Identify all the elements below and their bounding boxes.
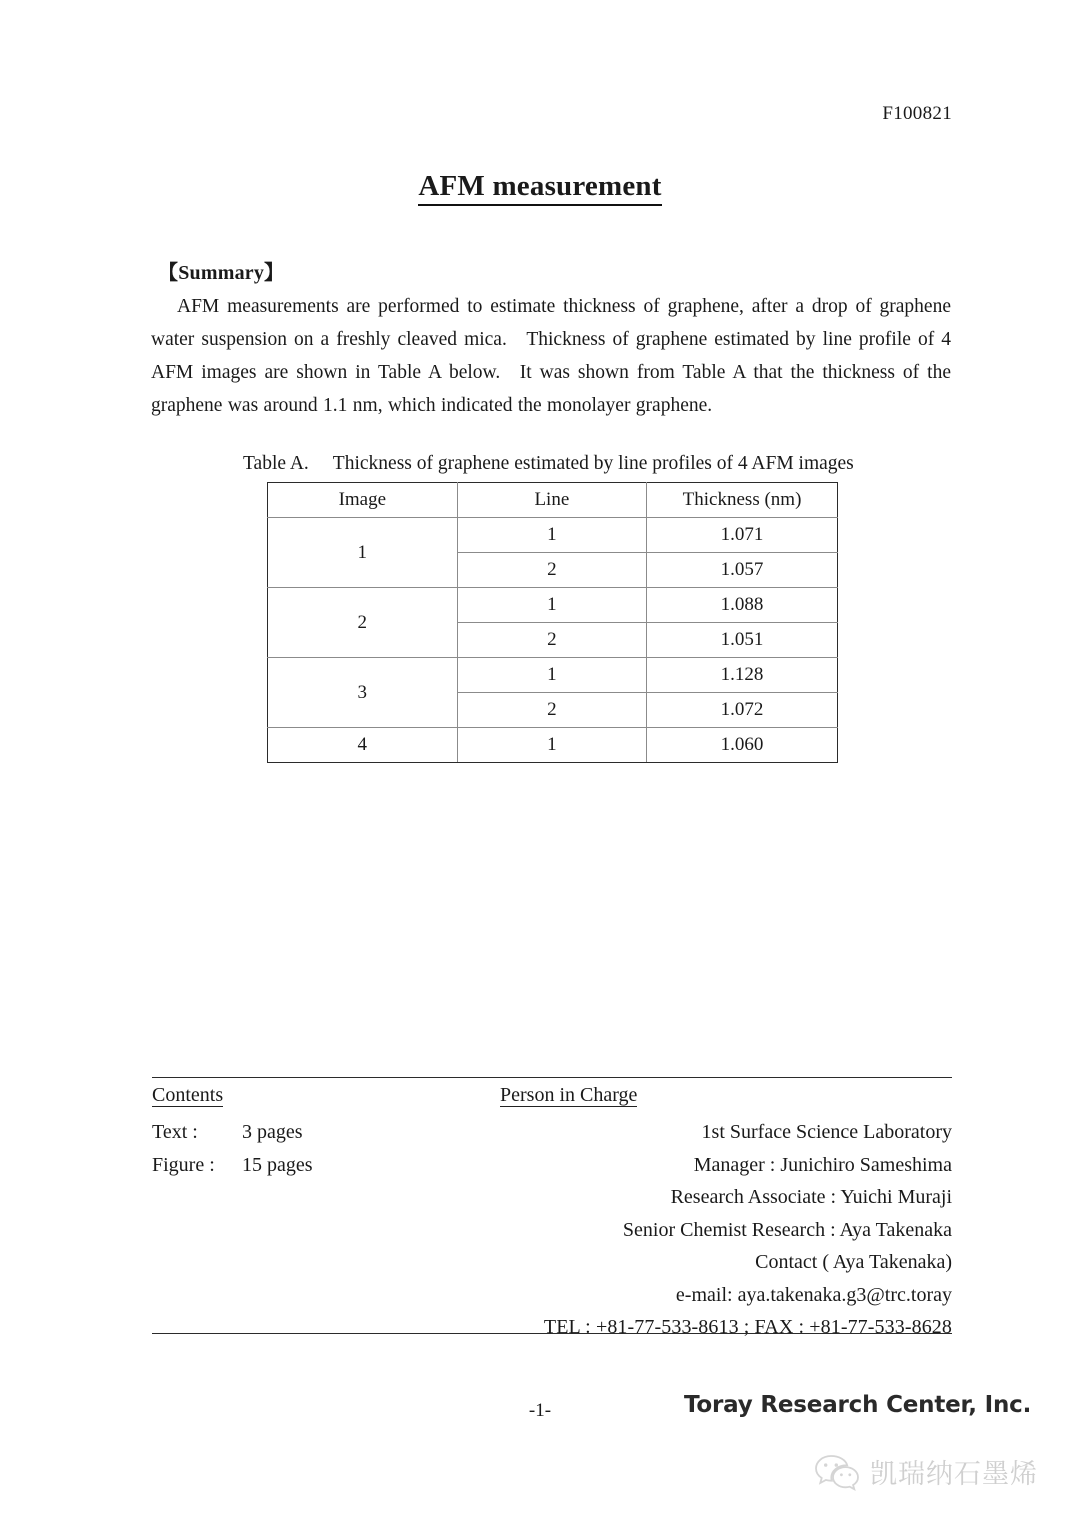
table-row — [268, 518, 838, 553]
list-item — [152, 1149, 313, 1182]
cell-thickness: 1.071 — [647, 518, 838, 553]
document-id: F100821 — [882, 103, 952, 124]
page-number: -1- — [528, 1400, 552, 1421]
column-header-line: Line — [457, 483, 646, 518]
list-item — [152, 1116, 313, 1149]
table-row — [268, 728, 838, 763]
footer-rule-top — [152, 1077, 952, 1078]
cell-image: 3 — [268, 658, 458, 728]
cell-thickness: 1.057 — [647, 553, 838, 588]
list-item: Manager : Junichiro Sameshima — [693, 1153, 952, 1176]
cell-thickness: 1.088 — [647, 588, 838, 623]
list-item: Contact ( Aya Takenaka) — [755, 1251, 952, 1273]
column-header-thickness: Thickness (nm) — [647, 483, 838, 518]
contents-heading-text: Contents — [152, 1084, 224, 1106]
cell-line: 2 — [457, 693, 646, 728]
list-item: Research Associate : Yuichi Muraji — [670, 1186, 952, 1208]
contents-key: Text : — [152, 1121, 198, 1143]
contact-email: e-mail: aya.takenaka.g3@trc.toray — [675, 1283, 952, 1306]
footer-rule-bottom — [152, 1333, 952, 1334]
summary-heading: 【Summary】 — [158, 262, 285, 284]
contents-value: 3 pages — [242, 1121, 303, 1143]
contents-list — [152, 1116, 313, 1182]
person-in-charge-list — [332, 1116, 952, 1344]
contents-value: 15 pages — [242, 1154, 313, 1176]
contact-phone: TEL : +81-77-533-8613 ; FAX : +81-77-533-8628 — [543, 1316, 952, 1338]
cell-thickness: 1.051 — [647, 623, 838, 658]
watermark-text: 凯瑞纳石墨烯 — [870, 1459, 1038, 1490]
list-item: Senior Chemist Research : Aya Takenaka — [622, 1218, 952, 1241]
company-logo: Toray Research Center, Inc. — [684, 1392, 1032, 1418]
table-caption: Table A. Thickness of graphene estimated by line profiles of 4 AFM images — [243, 453, 854, 474]
summary-paragraph: AFM measurements are performed to estimate thickness of graphene, after a drop of graphene water suspension on a freshly cleaved mica. Thickness of graphene estimated by line profile of 4 AFM images are shown in Table A below. It was shown from Table A that the thickness of the graphene was around 1.1 nm, which indicated the monolayer graphene. — [151, 296, 951, 416]
table-header-row — [268, 483, 838, 518]
cell-image: 2 — [268, 588, 458, 658]
cell-image: 4 — [268, 728, 458, 763]
cell-thickness: 1.072 — [647, 693, 838, 728]
cell-line: 1 — [457, 588, 646, 623]
cell-image: 1 — [268, 518, 458, 588]
column-header-image: Image — [268, 483, 458, 518]
contents-key: Figure : — [152, 1154, 215, 1176]
cell-line: 2 — [457, 553, 646, 588]
cell-line: 1 — [457, 728, 646, 763]
cell-line: 2 — [457, 623, 646, 658]
thickness-table — [267, 482, 838, 763]
wechat-icon — [814, 1453, 860, 1491]
cell-thickness: 1.060 — [647, 728, 838, 763]
page-title — [0, 170, 1080, 203]
cell-line: 1 — [457, 658, 646, 693]
list-item: 1st Surface Science Laboratory — [701, 1121, 952, 1143]
table-row — [268, 658, 838, 693]
page-title-text: AFM measurement — [418, 170, 661, 206]
table-row — [268, 588, 838, 623]
person-in-charge-heading — [500, 1084, 637, 1107]
watermark — [814, 1452, 1038, 1491]
person-in-charge-heading-text: Person in Charge — [500, 1084, 638, 1106]
cell-thickness: 1.128 — [647, 658, 838, 693]
cell-line: 1 — [457, 518, 646, 553]
contents-heading — [152, 1084, 223, 1107]
